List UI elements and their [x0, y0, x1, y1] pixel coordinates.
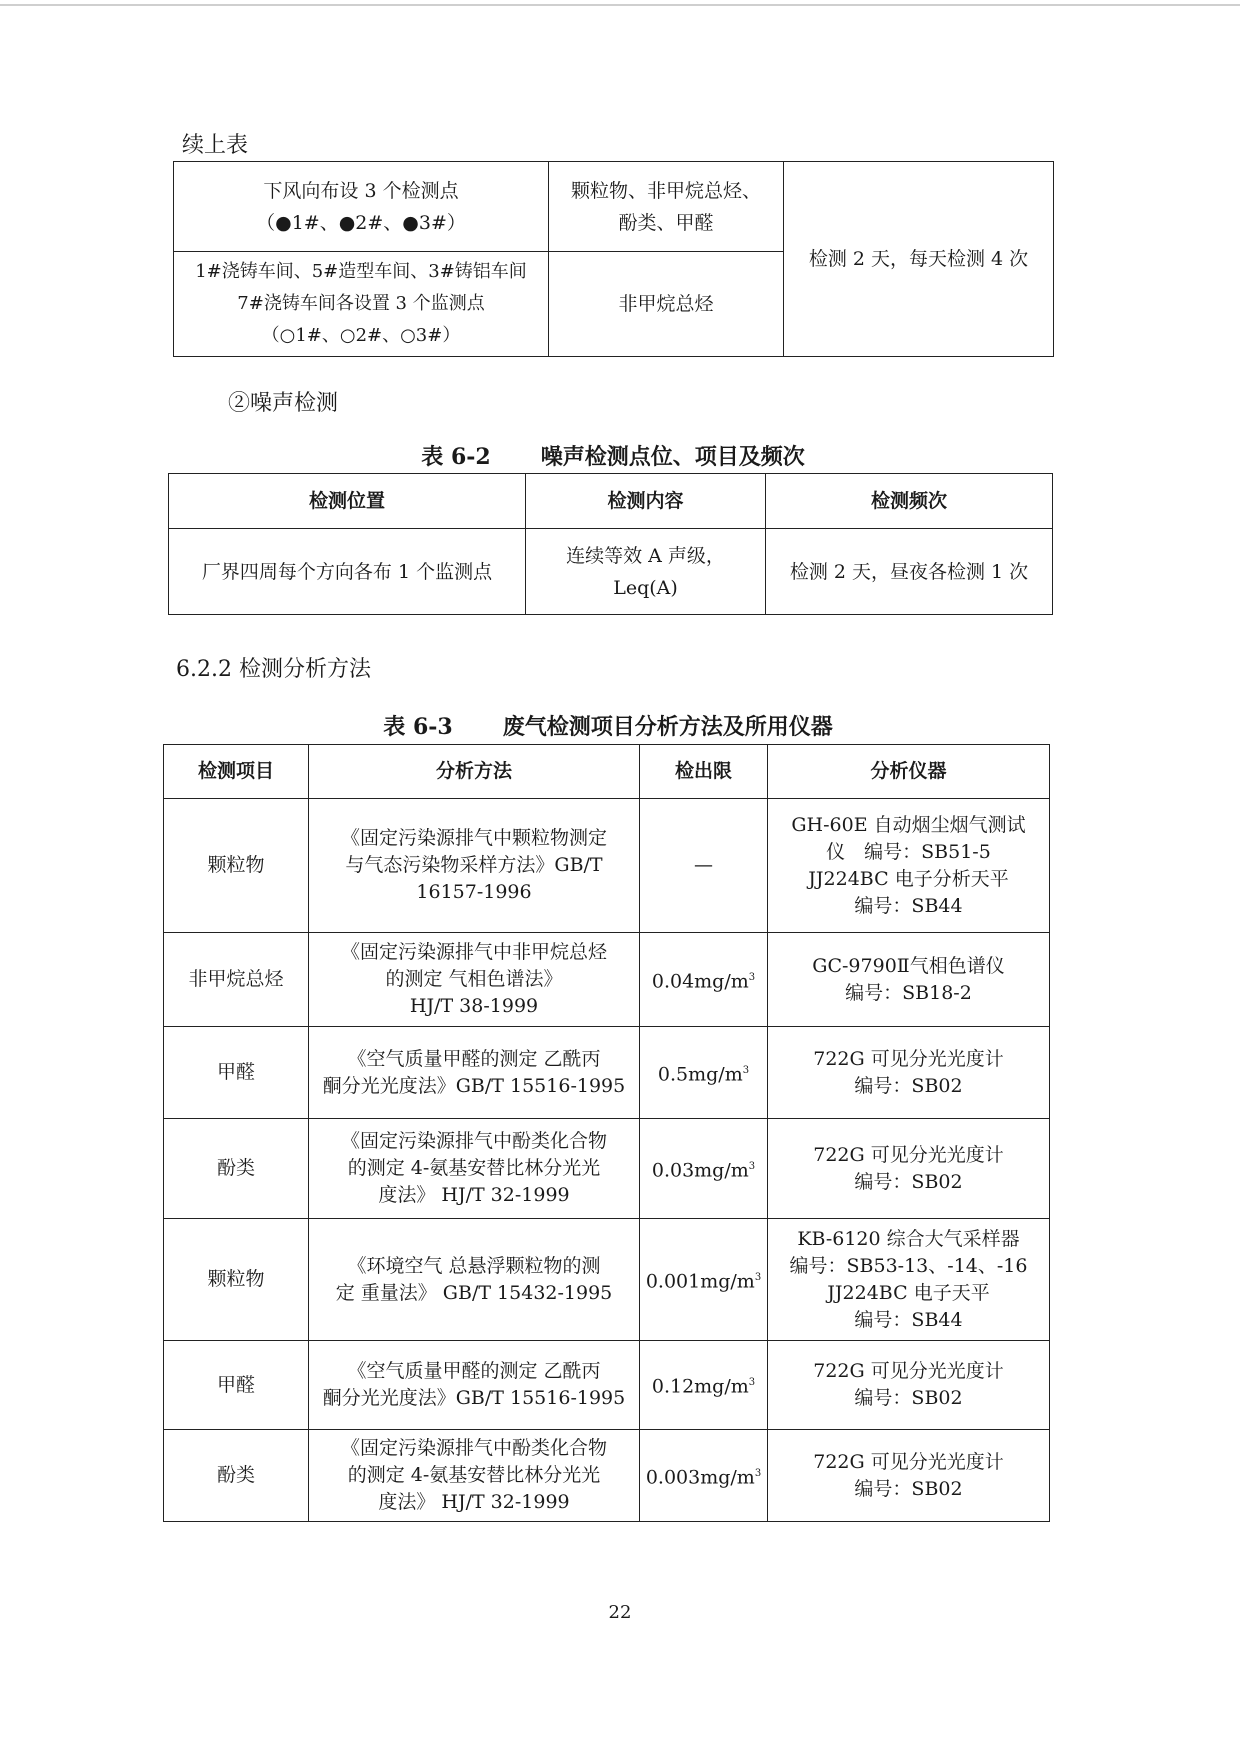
table-row: [164, 1027, 1050, 1119]
table-row: [164, 1430, 1050, 1522]
cell-line: 722G 可见分光光度计: [813, 1143, 1004, 1166]
cell-line: 《空气质量甲醛的测定 乙酰丙: [347, 1047, 601, 1070]
cell-line: 《固定污染源排气中非甲烷总烃: [340, 941, 607, 963]
cell-line: 编号：SB44: [854, 894, 963, 917]
detection-limit-cell: [640, 1027, 768, 1119]
column-header: 分析仪器: [768, 745, 1050, 799]
cell-line: 《固定污染源排气中酚类化合物: [340, 1437, 607, 1459]
item-cell: 酚类: [164, 1430, 309, 1522]
instrument-cell: [768, 799, 1050, 933]
cell-line: 连续等效 A 声级，: [566, 544, 725, 567]
cell-line: 编号：SB53-13、-14、-16: [789, 1254, 1028, 1277]
limit-value: —: [694, 854, 713, 876]
detection-limit-cell: [640, 799, 768, 933]
cell-line: Leq(A): [613, 576, 678, 599]
limit-value: 0.03mg/m: [651, 1159, 749, 1182]
instrument-cell: [768, 1119, 1050, 1219]
cell-line: 722G 可见分光光度计: [813, 1450, 1004, 1473]
cell-line: 的测定 4-氨基安替比林分光光: [347, 1464, 601, 1486]
limit-unit-superscript: 3: [754, 1271, 762, 1283]
cell-line: 16157-1996: [416, 881, 532, 903]
column-header: 分析方法: [309, 745, 640, 799]
section-heading: 6.2.2 检测分析方法: [176, 657, 371, 682]
table-title: 废气检测项目分析方法及所用仪器: [502, 714, 833, 740]
table-title: 噪声检测点位、项目及频次: [540, 444, 805, 470]
item-cell: 酚类: [164, 1119, 309, 1219]
method-cell: [309, 799, 640, 933]
cell-line: （○1#、○2#、○3#）: [261, 325, 461, 346]
cell-line: 《空气质量甲醛的测定 乙酰丙: [347, 1360, 601, 1382]
detection-limit-cell: [640, 1430, 768, 1522]
table-header-row: [169, 474, 1053, 529]
cell-line: （●1#、●2#、●3#）: [256, 211, 466, 234]
cell-line: 编号：SB44: [854, 1308, 963, 1331]
method-cell: [309, 1219, 640, 1341]
table-header-row: [164, 745, 1050, 799]
cell-line: 1#浇铸车间、5#造型车间、3#铸铝车间: [195, 261, 527, 282]
instrument-cell: [768, 1341, 1050, 1430]
cell-line: 度法》 HJ/T 32-1999: [378, 1491, 570, 1513]
cell-line: 酮分光光度法》GB/T 15516-1995: [322, 1387, 626, 1409]
item-cell: 颗粒物: [164, 799, 309, 933]
content-cell: [526, 529, 766, 615]
detection-limit-cell: [640, 1219, 768, 1341]
item-cell: 颗粒物: [164, 1219, 309, 1341]
limit-unit-superscript: 3: [742, 1064, 750, 1076]
location-cell: [174, 162, 549, 252]
noise-heading: ②噪声检测: [228, 391, 339, 416]
item-cell: 非甲烷总烃: [164, 933, 309, 1027]
monitoring-continued-table: [173, 161, 1054, 357]
cell-line: 编号：SB02: [854, 1387, 963, 1409]
limit-value: 0.04mg/m: [651, 970, 749, 993]
detection-limit-cell: [640, 1119, 768, 1219]
column-header: 检测位置: [169, 474, 526, 529]
instrument-cell: [768, 933, 1050, 1027]
cell-line: JJ224BC 电子天平: [827, 1281, 990, 1304]
limit-value: 0.003mg/m: [645, 1466, 755, 1489]
items-cell: [549, 162, 784, 252]
table-row: [164, 1341, 1050, 1430]
method-cell: [309, 1430, 640, 1522]
limit-value: 0.5mg/m: [657, 1063, 743, 1086]
column-header: 检出限: [640, 745, 768, 799]
limit-unit-superscript: 3: [748, 971, 756, 983]
table-6-2-caption: [168, 440, 1058, 471]
analysis-method-table: [163, 744, 1050, 1522]
location-cell: 厂界四周每个方向各布 1 个监测点: [169, 529, 526, 615]
detection-limit-cell: [640, 1341, 768, 1430]
item-cell: 甲醛: [164, 1341, 309, 1430]
page-number: 22: [608, 1602, 632, 1623]
cell-line: 定 重量法》 GB/T 15432-1995: [335, 1281, 613, 1304]
item-cell: 甲醛: [164, 1027, 309, 1119]
scan-edge-line: [0, 4, 1240, 6]
detection-limit-cell: [640, 933, 768, 1027]
table-row: [174, 162, 1054, 252]
instrument-cell: [768, 1027, 1050, 1119]
instrument-cell: [768, 1430, 1050, 1522]
cell-line: KB-6120 综合大气采样器: [797, 1227, 1020, 1250]
cell-line: 7#浇铸车间各设置 3 个监测点: [237, 293, 485, 314]
method-cell: [309, 933, 640, 1027]
cell-line: 编号：SB02: [854, 1074, 963, 1097]
frequency-cell: 检测 2 天，每天检测 4 次: [784, 162, 1054, 357]
cell-line: GC-9790Ⅱ气相色谱仪: [812, 954, 1005, 977]
continued-label: 续上表: [182, 133, 249, 158]
cell-line: 的测定 气相色谱法》: [385, 968, 563, 990]
cell-line: 酮分光光度法》GB/T 15516-1995: [322, 1074, 626, 1097]
limit-unit-superscript: 3: [748, 1160, 756, 1172]
table-row: [164, 1119, 1050, 1219]
items-cell: [549, 252, 784, 357]
table-row: [164, 1219, 1050, 1341]
cell-line: GH-60E 自动烟尘烟气测试: [791, 813, 1026, 836]
cell-line: 颗粒物、非甲烷总烃、: [570, 179, 761, 202]
cell-line: 《固定污染源排气中酚类化合物: [340, 1130, 607, 1152]
method-cell: [309, 1027, 640, 1119]
table-number: 表 6-2: [421, 444, 491, 470]
frequency-cell: 检测 2 天，昼夜各检测 1 次: [766, 529, 1053, 615]
limit-value: 0.001mg/m: [645, 1270, 755, 1293]
cell-line: 722G 可见分光光度计: [813, 1360, 1004, 1382]
method-cell: [309, 1119, 640, 1219]
cell-line: 酚类、甲醛: [618, 211, 714, 234]
cell-line: 编号：SB02: [854, 1170, 963, 1193]
column-header: 检测项目: [164, 745, 309, 799]
noise-table: [168, 473, 1053, 615]
cell-line: 编号：SB02: [854, 1477, 963, 1500]
limit-unit-superscript: 3: [754, 1467, 762, 1479]
instrument-cell: [768, 1219, 1050, 1341]
cell-line: 722G 可见分光光度计: [813, 1047, 1004, 1070]
cell-line: 度法》 HJ/T 32-1999: [378, 1184, 570, 1206]
column-header: 检测内容: [526, 474, 766, 529]
column-header: 检测频次: [766, 474, 1053, 529]
cell-line: 《环境空气 总悬浮颗粒物的测: [347, 1254, 601, 1277]
table-row: [169, 529, 1053, 615]
table-row: [164, 799, 1050, 933]
location-cell: [174, 252, 549, 357]
cell-line: 下风向布设 3 个检测点: [263, 179, 459, 202]
cell-line: 仪 编号：SB51-5: [826, 840, 991, 863]
cell-line: 与气态污染物采样方法》GB/T: [345, 854, 603, 876]
cell-line: 非甲烷总烃: [618, 293, 714, 315]
table-row: [164, 933, 1050, 1027]
table-number: 表 6-3: [383, 714, 453, 740]
cell-line: 《固定污染源排气中颗粒物测定: [340, 827, 607, 849]
cell-line: 编号：SB18-2: [845, 981, 972, 1004]
method-cell: [309, 1341, 640, 1430]
cell-line: HJ/T 38-1999: [409, 995, 539, 1017]
table-6-3-caption: [163, 710, 1053, 741]
limit-unit-superscript: 3: [748, 1377, 756, 1389]
cell-line: 的测定 4-氨基安替比林分光光: [347, 1157, 601, 1179]
limit-value: 0.12mg/m: [651, 1375, 749, 1398]
cell-line: JJ224BC 电子分析天平: [808, 867, 1009, 890]
